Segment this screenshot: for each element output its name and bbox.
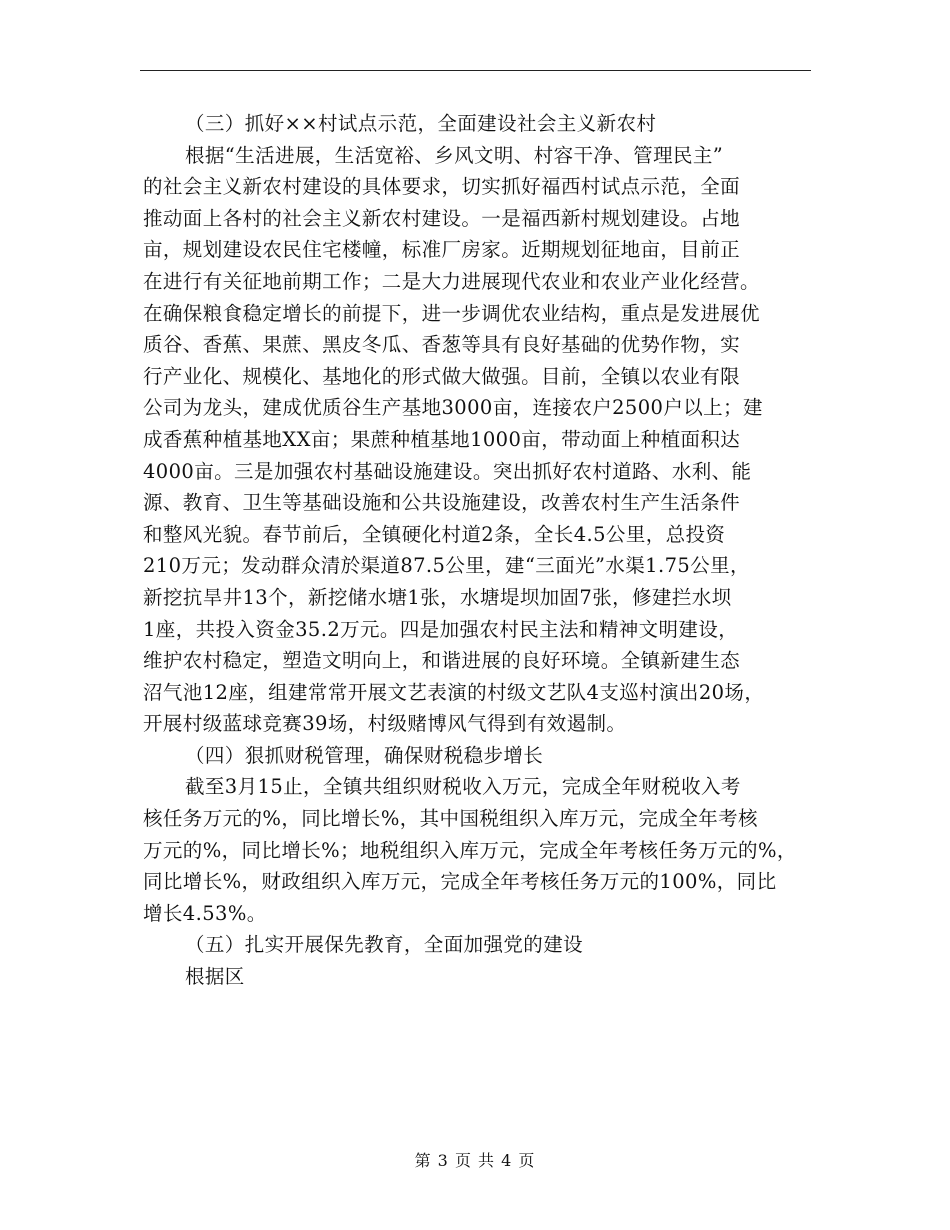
text-line: 行产业化、规模化、基地化的形式做大做强。目前，全镇以农业有限 [143, 364, 741, 388]
header-rule [140, 70, 811, 71]
text-line: 和整风光貌。春节前后，全镇硬化村道2条，全长4.5公里，总投资 [143, 522, 726, 546]
text-line: 成香蕉种植基地XX亩；果蔗种植基地1000亩，带动面上种植面积达 [143, 427, 741, 451]
text-line: 源、教育、卫生等基础设施和公共设施建设，改善农村生产生活条件 [143, 491, 741, 515]
text-line: 4000亩。三是加强农村基础设施建设。突出抓好农村道路、水利、能 [143, 459, 752, 483]
text-line: 在确保粮食稳定增长的前提下，进一步调优农业结构，重点是发进展优 [143, 301, 760, 325]
text-line: 210万元；发动群众清於渠道87.5公里，建“三面光”水渠1.75公里， [143, 554, 750, 578]
text-line: 公司为龙头，建成优质谷生产基地3000亩，连接农户2500户以上；建 [143, 396, 763, 420]
text-line: 增长4.53%。 [143, 901, 267, 925]
text-line: 的社会主义新农村建设的具体要求，切实抓好福西村试点示范，全面 [143, 175, 741, 199]
text-line: 根据区 [185, 965, 245, 989]
text-line: （三）抓好××村试点示范，全面建设社会主义新农村 [185, 112, 657, 135]
text-line: 沼气池12座，组建常常开展文艺表演的村级文艺队4支巡村演出20场， [143, 680, 765, 704]
text-line: 截至3月15止，全镇共组织财税收入万元，完成全年财税收入考 [185, 775, 741, 799]
page-footer [0, 1148, 950, 1171]
text-line: 万元的%，同比增长%；地税组织入库万元，完成全年考核任务万元的%， [143, 838, 797, 862]
text-line: （五）扎实开展保先教育，全面加强党的建设 [185, 933, 584, 957]
text-line: 维护农村稳定，塑造文明向上，和谐进展的良好环境。全镇新建生态 [143, 649, 741, 673]
page-number-label: 第 3 页 共 4 页 [414, 1151, 536, 1170]
text-line: 同比增长%，财政组织入库万元，完成全年考核任务万元的100%，同比 [143, 870, 777, 894]
text-line: 开展村级蓝球竞赛39场，村级赌博风气得到有效遏制。 [143, 712, 627, 736]
text-line: 1座，共投入资金35.2万元。四是加强农村民主法和精神文明建设， [143, 617, 739, 641]
text-line: 新挖抗旱井13个，新挖储水塘1张，水塘堤坝加固7张，修建拦水坝 [143, 585, 732, 609]
text-line: 根据“生活进展，生活宽裕、乡风文明、村容干净、管理民主” [185, 143, 724, 167]
text-line: 核任务万元的%，同比增长%，其中国税组织入库万元，完成全年考核 [143, 807, 758, 831]
text-line: 推动面上各村的社会主义新农村建设。一是福西新村规划建设。占地 [143, 206, 741, 230]
text-line: 亩，规划建设农民住宅楼幢，标准厂房家。近期规划征地亩，目前正 [143, 238, 741, 262]
document-body [143, 108, 813, 993]
text-line: 质谷、香蕉、果蔗、黑皮冬瓜、香葱等具有良好基础的优势作物，实 [143, 333, 741, 357]
text-line: （四）狠抓财税管理，确保财税稳步增长 [185, 743, 544, 767]
text-line: 在进行有关征地前期工作；二是大力进展现代农业和农业产业化经营。 [143, 269, 760, 293]
